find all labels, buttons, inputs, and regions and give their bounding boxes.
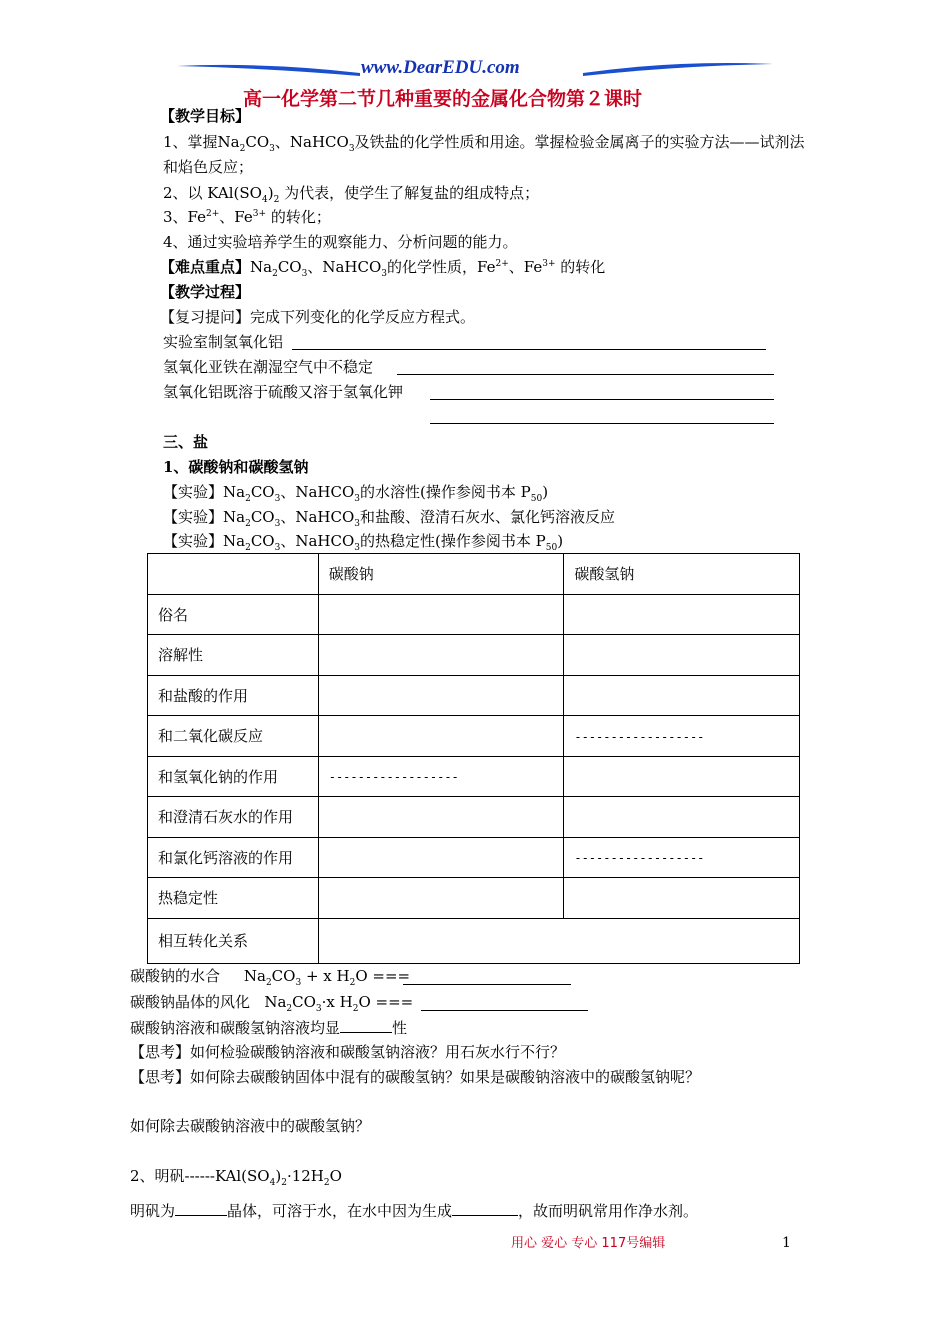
- comparison-table: [147, 553, 800, 964]
- review-q1: 实验室制氢氧化铝: [163, 333, 284, 351]
- objective-4: 4、通过实验培养学生的观察能力、分析问题的能力。: [163, 233, 518, 251]
- hydrate-line: 碳酸钠的水合 $Na_2CO_3 + x$ $H_2O$ ===: [130, 967, 411, 988]
- row-label: 和二氧化碳反应: [148, 716, 319, 757]
- keypoints: 【难点重点】$Na_2CO_3$、NaHCO$_3$的化学性质，$Fe^{2+}$、$Fe^{3+}$ 的转化: [160, 258, 606, 279]
- table-row: [148, 635, 800, 676]
- answer-line-1[interactable]: [292, 349, 766, 350]
- answer-cell[interactable]: [564, 635, 800, 676]
- footer-slogan: 用心 爱心 专心 117号编辑: [511, 1236, 666, 1251]
- alum-blank-2[interactable]: [452, 1199, 518, 1216]
- table-header-cell: 碳酸钠: [318, 554, 564, 595]
- experiment-2: 【实验】$Na_2CO_3$、NaHCO$_3$和盐酸、澄清石灰水、氯化钙溶液反应: [163, 508, 616, 529]
- efflorescence-line: 碳酸钠晶体的风化 $Na_2CO_3\cdot x$ $H_2O$ ===: [130, 993, 414, 1014]
- efflorescence-answer-line[interactable]: [421, 1010, 588, 1011]
- salt-subheading: 1、碳酸钠和碳酸氢钠: [163, 458, 309, 476]
- dash-placeholder: ------------------: [328, 770, 459, 785]
- answer-cell[interactable]: [564, 756, 800, 797]
- brand-url[interactable]: www.DearEDU.com: [361, 57, 520, 78]
- think-2: 【思考】如何除去碳酸钠固体中混有的碳酸氢钠？如果是碳酸钠溶液中的碳酸氢钠呢？: [130, 1068, 701, 1086]
- table-header-row: [148, 554, 800, 595]
- table-corner-cell: [148, 554, 319, 595]
- table-row: [148, 878, 800, 919]
- row-label: 和氯化钙溶液的作用: [148, 837, 319, 878]
- answer-cell[interactable]: [564, 797, 800, 838]
- answer-line-3[interactable]: [430, 399, 774, 400]
- answer-cell[interactable]: [318, 675, 564, 716]
- experiment-3: 【实验】$Na_2CO_3$、NaHCO$_3$的热稳定性(操作参阅书本 $P_{50}$): [163, 532, 564, 553]
- objective-3: 3、$Fe^{2+}$、$Fe^{3+}$ 的转化；: [163, 208, 331, 226]
- row-label: 和氢氧化钠的作用: [148, 756, 319, 797]
- answer-cell[interactable]: [564, 878, 800, 919]
- answer-line-2[interactable]: [397, 374, 774, 375]
- row-label: 俗名: [148, 594, 319, 635]
- dash-placeholder: ------------------: [574, 851, 705, 866]
- row-label: 和盐酸的作用: [148, 675, 319, 716]
- table-row: [148, 918, 800, 963]
- solution-line: 碳酸钠溶液和碳酸氢钠溶液均显 性: [130, 1016, 407, 1039]
- review-q3: 氢氧化铝既溶于硫酸又溶于氢氧化钾: [163, 383, 404, 401]
- table-row: [148, 716, 800, 757]
- answer-cell[interactable]: [318, 837, 564, 878]
- table-row: [148, 594, 800, 635]
- table-row: [148, 756, 800, 797]
- removal-question: 如何除去碳酸钠溶液中的碳酸氢钠？: [130, 1117, 371, 1135]
- objective-1-cont: 和焰色反应；: [163, 158, 254, 176]
- objective-2: 2、以 $KAl(SO_4)_2$ 为代表，使学生了解复盐的组成特点；: [163, 184, 540, 205]
- solution-blank[interactable]: [340, 1016, 392, 1033]
- row-label: 相互转化关系: [148, 918, 319, 963]
- process-heading: 【教学过程】: [160, 283, 251, 301]
- experiment-1: 【实验】$Na_2CO_3$、NaHCO$_3$的水溶性(操作参阅书本 $P_{50}$): [163, 483, 549, 504]
- objectives-heading: 【教学目标】: [160, 107, 251, 125]
- answer-cell[interactable]: [318, 635, 564, 676]
- table-row: [148, 675, 800, 716]
- hydrate-answer-line[interactable]: [403, 984, 571, 985]
- na-cell: [564, 837, 800, 878]
- answer-line-4[interactable]: [430, 423, 774, 424]
- table-row: [148, 797, 800, 838]
- answer-cell[interactable]: [564, 675, 800, 716]
- header-banner: [175, 56, 775, 86]
- alum-heading: 2、明矾$------KAl(SO_4)_2\cdot 12H_2O$: [130, 1167, 342, 1188]
- row-label: 热稳定性: [148, 878, 319, 919]
- answer-cell-merged[interactable]: [318, 918, 799, 963]
- page-number: 1: [782, 1235, 791, 1251]
- row-label: 和澄清石灰水的作用: [148, 797, 319, 838]
- page-title: 高一化学第二节几种重要的金属化合物第２课时: [243, 88, 643, 110]
- objective-1: 1、掌握$Na_2CO_3$、NaHCO$_3$及铁盐的化学性质和用途。掌握检验金属离子的实验方法——试剂法: [163, 133, 805, 154]
- na-cell: [564, 716, 800, 757]
- alum-text: 明矾为 晶体，可溶于水，在水中因为生成 ，故而明矾常用作净水剂。: [130, 1199, 698, 1222]
- review-q2: 氢氧化亚铁在潮湿空气中不稳定: [163, 358, 374, 376]
- row-label: 溶解性: [148, 635, 319, 676]
- table-row: [148, 837, 800, 878]
- answer-cell[interactable]: [318, 878, 564, 919]
- answer-cell[interactable]: [318, 594, 564, 635]
- think-1: 【思考】如何检验碳酸钠溶液和碳酸氢钠溶液？用石灰水行不行？: [130, 1043, 566, 1061]
- na-cell: [318, 756, 564, 797]
- answer-cell[interactable]: [564, 594, 800, 635]
- answer-cell[interactable]: [318, 716, 564, 757]
- alum-blank-1[interactable]: [175, 1199, 227, 1216]
- review-line: 【复习提问】完成下列变化的化学反应方程式。: [160, 308, 476, 326]
- answer-cell[interactable]: [318, 797, 564, 838]
- salt-heading: 三、盐: [163, 433, 209, 451]
- dash-placeholder: ------------------: [574, 729, 705, 744]
- table-header-cell: 碳酸氢钠: [564, 554, 800, 595]
